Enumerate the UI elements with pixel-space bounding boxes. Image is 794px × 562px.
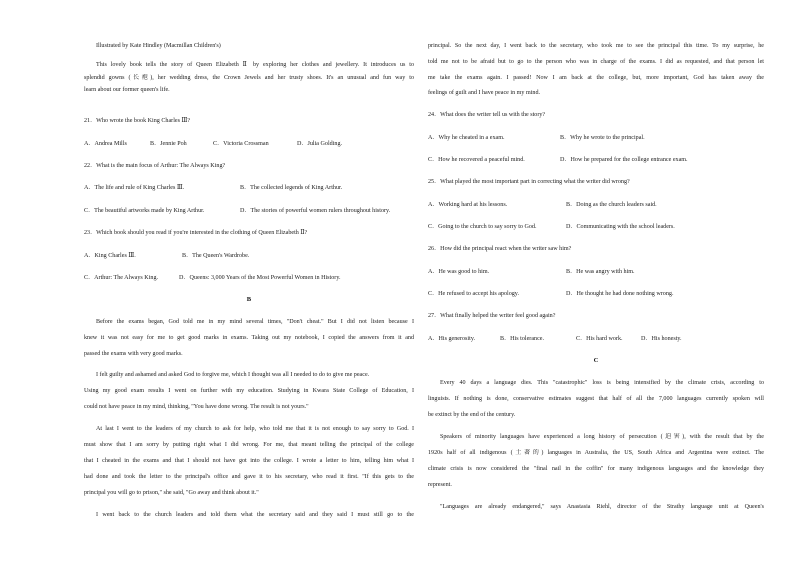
- question-22: 22．What is the main focus of Arthur: The Always King?: [84, 163, 226, 169]
- section-b-heading: B: [246, 296, 252, 303]
- passage-c-paragraph: "Languages are already endangered," says Anastasia Riehl, director of the Strathy language unit at Queen's: [440, 504, 764, 510]
- question-24-options-cd: [428, 156, 764, 164]
- option-a: A．King Charles Ⅲ.: [84, 253, 136, 259]
- question-21: 21．Who wrote the book King Charles Ⅲ?: [84, 118, 191, 124]
- section-c-heading: C: [593, 357, 599, 364]
- passage-b-continued: principal. So the next day, I went back to the secretary, who took me to see the principal this time. To my surprise, he: [428, 43, 764, 49]
- illustrator-line: Illustrated by Kate Hindley (Macmillan Children's): [96, 43, 221, 49]
- passage-c-paragraph: Every 40 days a language dies. This "catastrophic" loss is being intensified by the climate crisis, according to: [440, 380, 764, 386]
- passage-c-paragraph: climate crisis is now considered the "final nail in the coffin" for many indigenous languages and the knowledge they: [428, 466, 764, 472]
- passage-b-paragraph: knew it was not easy for me to get good marks in exams. Taking out my notebook, I copied the answers from it and: [84, 335, 414, 341]
- option-d: D．How he prepared for the college entrance exam.: [560, 157, 688, 163]
- option-b: B．Doing as the church leaders said.: [566, 202, 657, 208]
- option-a: A．Why he cheated in a exam.: [428, 135, 505, 141]
- question-24: 24．What does the writer tell us with the story?: [428, 112, 546, 118]
- left-column: [84, 0, 414, 562]
- question-26-options-ab: [428, 268, 764, 276]
- question-23-options-ab: [84, 252, 414, 260]
- option-b: B．The Queen's Wardrobe.: [182, 253, 250, 259]
- question-23: 23．Which book should you read if you're interested in the clothing of Queen Elizabeth Ⅱ?: [84, 230, 308, 236]
- passage-b-paragraph: I went back to the church leaders and told them what the secretary said and they said I must still go to the: [96, 512, 414, 518]
- option-b: B．He was angry with him.: [566, 269, 635, 275]
- option-a: A．He was good to him.: [428, 269, 490, 275]
- option-d: D．Queens: 3,000 Years of the Most Powerful Women in History.: [179, 275, 341, 281]
- passage-b-paragraph: Before the exams began, God told me in my mind several times, "Don't cheat." But I did not listen because I: [96, 319, 414, 325]
- option-d: D．Communicating with the school leaders.: [566, 224, 675, 230]
- question-27-options: [428, 335, 764, 343]
- option-a: A．Working hard at his lessons.: [428, 202, 508, 208]
- passage-b-continued: told me not to be afraid but to go to the person who was in charge of the exams. I did as requested, and that person let: [428, 59, 764, 65]
- option-c: C．How he recovered a peaceful mind.: [428, 157, 525, 163]
- question-27: 27．What finally helped the writer feel good again?: [428, 313, 556, 319]
- book-description: learn about our former queen's life.: [84, 87, 170, 93]
- option-d: D．The stories of powerful women rulers throughout history.: [240, 208, 391, 214]
- book-description: splendid gowns (长袍), her wedding dress, the Crown Jewels and her trusty shoes. It's an unusual and fun way to: [84, 75, 414, 81]
- question-23-options-cd: [84, 274, 414, 282]
- option-b: B．The collected legends of King Arthur.: [240, 185, 343, 191]
- passage-c-paragraph: represent.: [428, 482, 452, 488]
- option-b: B．Jennie Poh: [150, 141, 187, 147]
- passage-b-paragraph: At last I went to the leaders of my church to ask for help, who told me that it is not enough to say sorry to God. I: [96, 426, 414, 432]
- question-26: 26．How did the principal react when the writer saw him?: [428, 246, 572, 252]
- option-d: D．He thought he had done nothing wrong.: [566, 291, 674, 297]
- option-c: C．Victoria Crossman: [213, 141, 269, 147]
- passage-c-paragraph: Speakers of minority languages have experienced a long history of persecution (迫害), with the result that by the: [440, 434, 764, 440]
- option-d: D．His honesty.: [641, 336, 682, 342]
- right-column: [428, 0, 764, 562]
- option-c: C．Going to the church to say sorry to God.: [428, 224, 537, 230]
- question-24-options-ab: [428, 134, 764, 142]
- passage-b-paragraph: Using my good exam results I went on further with my education. Studying in Kwara State College of Education, I: [84, 388, 414, 394]
- question-22-options-ab: [84, 184, 414, 192]
- question-25-options-ab: [428, 201, 764, 209]
- passage-b-paragraph: principal you will go to prison," she said, "Go away and think about it.": [84, 490, 259, 496]
- option-c: C．He refused to accept his apology.: [428, 291, 519, 297]
- passage-b-paragraph: had done and took the letter to the principal's office and gave it to his secretary, who read it first. "If this gets to the: [84, 474, 414, 480]
- option-a: A．Andrea Mills: [84, 141, 127, 147]
- question-25: 25．What played the most important part in correcting what the writer did wrong?: [428, 179, 630, 185]
- book-description: This lovely book tells the story of Queen Elizabeth Ⅱ by exploring her clothes and jewellery. It introduces us to: [96, 62, 414, 68]
- question-22-options-cd: [84, 207, 414, 215]
- passage-b-paragraph: must show that I am sorry by putting right what I did wrong. For me, that meant telling the principal of the college: [84, 442, 414, 448]
- question-26-options-cd: [428, 290, 764, 298]
- option-b: B．His tolerance.: [500, 336, 544, 342]
- option-c: C．Arthur: The Always King.: [84, 275, 159, 281]
- option-c: C．His hard work.: [576, 336, 623, 342]
- passage-c-paragraph: 1920s half of all indigenous (土著的) languages in Australia, the US, South Africa and Argentina were extinct. The: [428, 450, 764, 456]
- passage-b-paragraph: that I cheated in the exams and that I should not have got into the college. I wrote a letter to him, telling him what I: [84, 458, 414, 464]
- passage-b-paragraph: could not have peace in my mind, thinking, "You have done wrong. The result is not yours.": [84, 404, 309, 410]
- option-a: A．His generosity.: [428, 336, 475, 342]
- option-d: D．Julia Golding.: [297, 141, 343, 147]
- passage-b-paragraph: I felt guilty and ashamed and asked God to forgive me, which I thought was all I needed to do to give me peace.: [96, 372, 370, 378]
- passage-c-paragraph: be extinct by the end of the century.: [428, 412, 516, 418]
- passage-b-paragraph: passed the exams with very good marks.: [84, 351, 183, 357]
- option-c: C．The beautiful artworks made by King Arthur.: [84, 208, 205, 214]
- question-25-options-cd: [428, 223, 764, 231]
- option-b: B．Why he wrote to the principal.: [560, 135, 645, 141]
- question-21-options: [84, 140, 414, 148]
- passage-c-paragraph: linguists. If nothing is done, conservative estimates suggest that half of all the 7,000 languages currently spoken will: [428, 396, 764, 402]
- passage-b-continued: feelings of guilt and I have peace in my mind.: [428, 90, 541, 96]
- option-a: A．The life and rule of King Charles Ⅲ.: [84, 185, 185, 191]
- passage-b-continued: me take the exams again. I passed! Now I am back at the college, but, more important, God has taken away the: [428, 75, 764, 81]
